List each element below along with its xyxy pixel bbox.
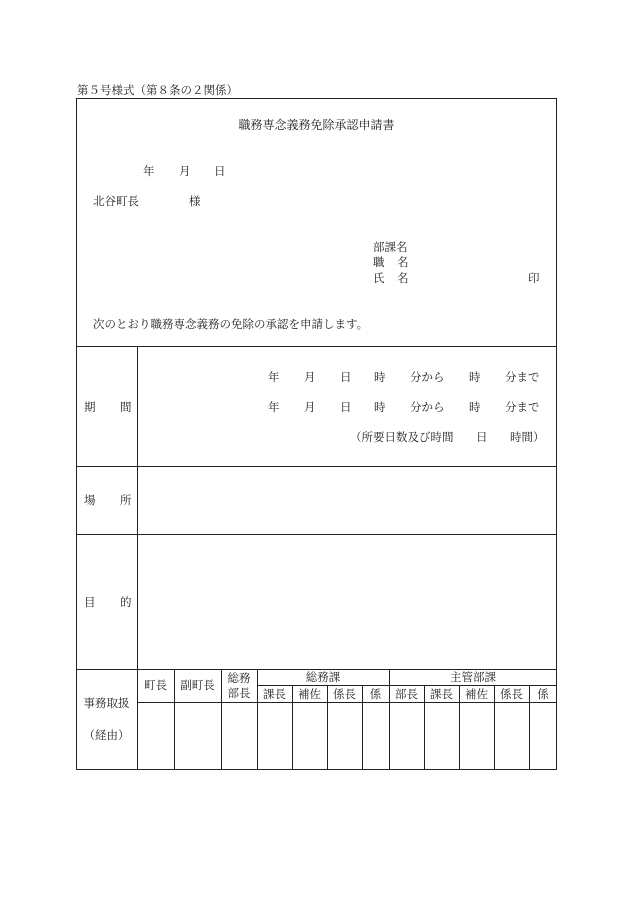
- col-ga-director-2: 部長: [227, 686, 251, 700]
- period2-start-hour: 時: [374, 400, 386, 414]
- period-start-day: 日: [340, 370, 352, 384]
- date-month-label: 月: [179, 164, 191, 178]
- period-end-hour: 時: [469, 370, 481, 384]
- period-label-1: 期: [84, 400, 96, 414]
- section-divider-period: [76, 346, 557, 347]
- handling-label: 事務取扱: [83, 696, 130, 710]
- place-label-1: 場: [84, 493, 96, 507]
- period2-end-minute: 分まで: [505, 400, 540, 414]
- col-vice-mayor: 副町長: [180, 678, 215, 692]
- period-summary-days: 日: [476, 430, 488, 444]
- period-summary-hours: 時間）: [510, 430, 545, 444]
- seal-mark: 印: [528, 271, 540, 285]
- purpose-label-1: 目: [84, 595, 96, 609]
- applicant-name-label-1: 氏: [373, 271, 385, 285]
- section-divider-place: [76, 466, 557, 467]
- period-label-2: 間: [120, 400, 132, 414]
- period2-start-minute: 分から: [410, 400, 445, 414]
- period-summary-open: （所要日数及び時間: [350, 430, 454, 444]
- period2-start-month: 月: [304, 400, 316, 414]
- resp-col-director: 部長: [395, 687, 418, 701]
- period-start-hour: 時: [374, 370, 386, 384]
- addressee-name: 北谷町長: [93, 194, 139, 208]
- ga-col-section-chief: 課長: [263, 687, 286, 701]
- handling-sublabel: （経由）: [83, 728, 130, 742]
- resp-col-assistant: 補佐: [465, 687, 488, 701]
- place-label-2: 所: [120, 493, 132, 507]
- form-title: 職務専念義務免除承認申請書: [238, 118, 395, 132]
- group-general-affairs-title: 総務課: [305, 670, 341, 684]
- section-divider-purpose: [76, 534, 557, 535]
- request-text: 次のとおり職務専念義務の免除の承認を申請します。: [93, 317, 369, 331]
- period-start-month: 月: [304, 370, 316, 384]
- addressee-honorific: 様: [189, 194, 201, 208]
- resp-col-unit-chief: 係長: [500, 687, 523, 701]
- applicant-position-label-1: 職: [373, 255, 385, 269]
- grid-line-3: [257, 669, 258, 770]
- group-responsible-title: 主管部課: [450, 670, 496, 684]
- date-year-label: 年: [143, 164, 155, 178]
- group-title-divider: [257, 685, 557, 686]
- label-column-divider: [137, 346, 138, 770]
- ga-col-unit-chief: 係長: [333, 687, 356, 701]
- resp-col-staff: 係: [537, 687, 549, 701]
- col-ga-director-1: 総務: [227, 671, 251, 685]
- ga-col-staff: 係: [369, 687, 382, 701]
- form-number: 第５号様式（第８条の２関係）: [77, 83, 238, 97]
- period2-start-day: 日: [340, 400, 352, 414]
- resp-col-section-chief: 課長: [430, 687, 453, 701]
- purpose-label-2: 的: [120, 595, 132, 609]
- period-start-minute: 分から: [410, 370, 445, 384]
- applicant-name-label-2: 名: [397, 271, 409, 285]
- date-day-label: 日: [214, 164, 226, 178]
- grid-line-7: [389, 669, 390, 770]
- period-end-minute: 分まで: [505, 370, 540, 384]
- ga-col-assistant: 補佐: [298, 687, 321, 701]
- applicant-position-label-2: 名: [397, 255, 409, 269]
- period2-end-hour: 時: [469, 400, 481, 414]
- applicant-dept-label: 部課名: [373, 240, 408, 254]
- col-mayor: 町長: [144, 678, 167, 692]
- period-start-year: 年: [268, 370, 280, 384]
- period2-start-year: 年: [268, 400, 280, 414]
